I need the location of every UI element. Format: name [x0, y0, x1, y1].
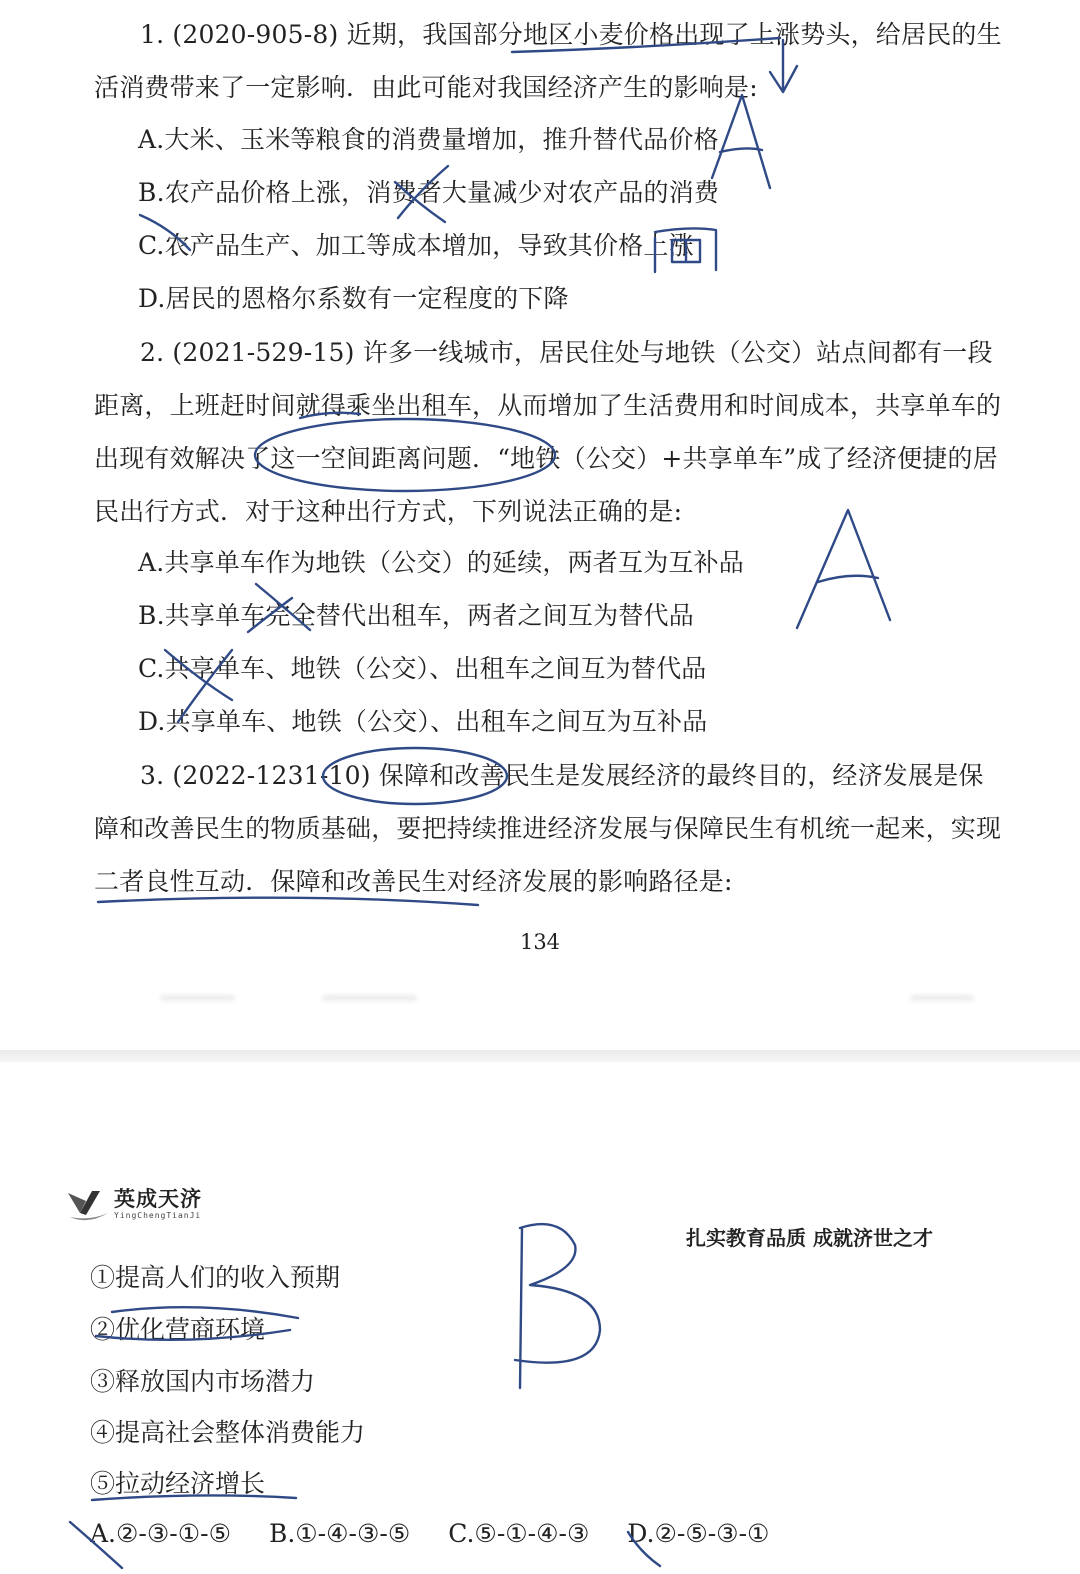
q3-stem: 3. (2022-1231-10) 保障和改善民生是发展经济的最终目的，经济发展是保障和改善民生的物质基础，要把持续推进经济发展与保障民生有机统一起来，实现二者良性互动．保障和改善民生对经济发展的影响路径是:: [94, 761, 1002, 896]
footer-mark: [160, 995, 235, 1001]
q2-stem: 2. (2021-529-15) 许多一线城市，居民住处与地铁（公交）站点间都有一段距离，上班赶时间就得乘坐出租车，从而增加了生活费用和时间成本，共享单车的出现有效解决了这一空间距离问题．“地铁（公交）+共享单车”成了经济便捷的居民出行方式．对于这种出行方式，下列说法正确的是:: [94, 338, 1002, 526]
q1-option-d: D.居民的恩格尔系数有一定程度的下降: [138, 284, 569, 313]
path-item-4: ④提高社会整体消费能力: [90, 1418, 366, 1447]
page-number: 134: [519, 930, 561, 954]
logo-chinese-name: 英成天济: [114, 1186, 202, 1211]
q2-option-d: D.共享单车、地铁（公交）、出租车之间互为互补品: [138, 707, 708, 736]
q1-stem: 1. (2020-905-8) 近期，我国部分地区小麦价格出现了上涨势头，给居民的生活消费带来了一定影响．由此可能对我国经济产生的影响是:: [94, 20, 1002, 102]
q2-option-b: B.共享单车完全替代出租车，两者之间互为替代品: [138, 601, 694, 630]
page-divider: [0, 1050, 1080, 1062]
q3-choice-c: C.⑤-①-④-③: [448, 1519, 590, 1548]
q3-choice-d: D.②-⑤-③-①: [627, 1519, 770, 1548]
footer-mark: [322, 995, 417, 1001]
path-item-5: ⑤拉动经济增长: [90, 1469, 266, 1498]
footer-mark: [910, 995, 974, 1001]
q1-option-b: B.农产品价格上涨，消费者大量减少对农产品的消费: [138, 178, 720, 207]
path-item-1: ①提高人们的收入预期: [90, 1263, 341, 1292]
path-item-2: ②优化营商环境: [90, 1315, 266, 1344]
q1-option-a: A.大米、玉米等粮食的消费量增加，推升替代品价格: [138, 125, 719, 154]
path-item-3: ③释放国内市场潜力: [90, 1367, 316, 1396]
header-slogan: 扎实教育品质 成就济世之才: [686, 1226, 933, 1250]
q2-option-c: C.共享单车、地铁（公交）、出租车之间互为替代品: [138, 654, 707, 683]
q3-answer-choices: [90, 1518, 799, 1550]
q1-option-c: C.农产品生产、加工等成本增加，导致其价格上涨: [138, 231, 694, 260]
q3-choice-a: A.②-③-①-⑤: [90, 1519, 231, 1548]
q2-option-a: A.共享单车作为地铁（公交）的延续，两者互为互补品: [138, 548, 745, 577]
logo-english-name: YingChengTianJi: [114, 1210, 202, 1220]
logo-emblem-icon: [66, 1183, 110, 1223]
publisher-logo: [66, 1183, 202, 1223]
q3-choice-b: B.①-④-③-⑤: [268, 1519, 411, 1548]
